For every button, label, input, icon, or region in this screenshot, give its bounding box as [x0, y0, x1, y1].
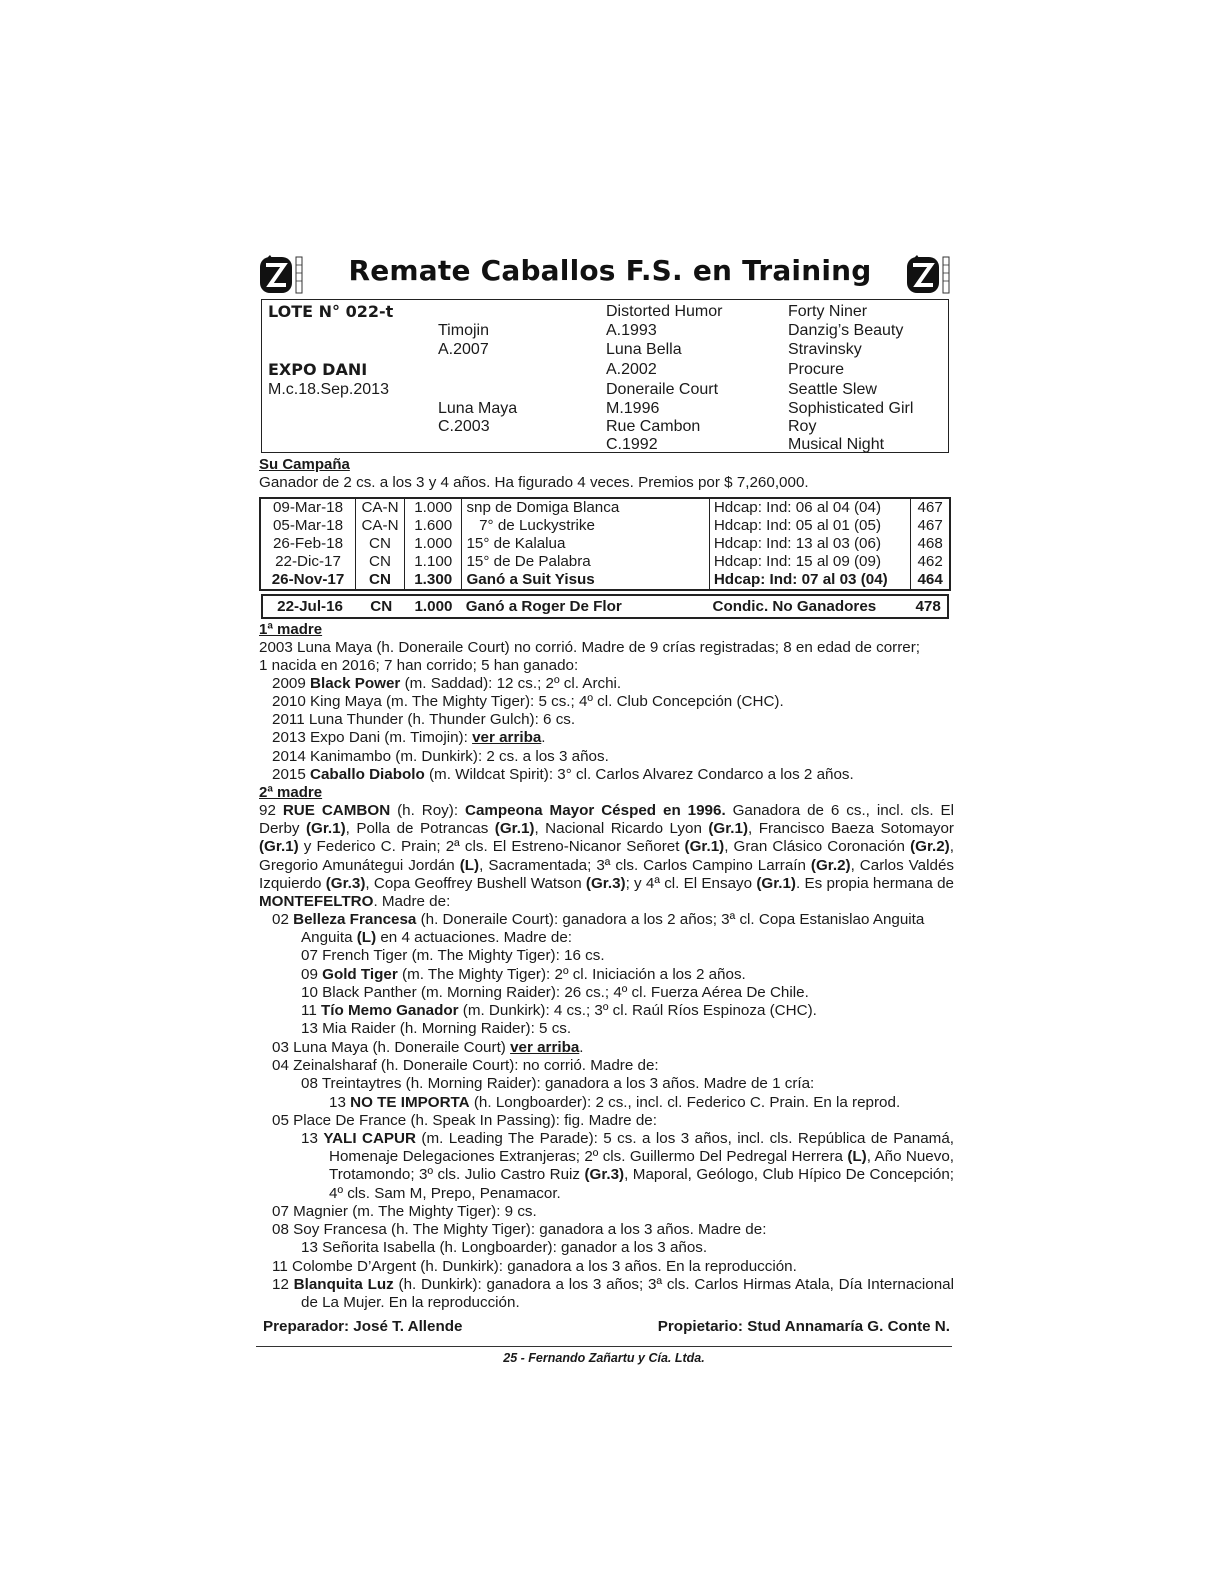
race-distance: 1.100: [405, 553, 462, 571]
race-condition: Hdcap: Ind: 13 al 03 (06): [709, 535, 910, 553]
grandparent-details: M.1996: [606, 400, 660, 417]
great-grandparent: Procure: [788, 361, 845, 378]
sire-name: Timojin: [438, 322, 489, 339]
great-grandparent: Musical Night: [788, 436, 885, 453]
race-result: snp de Domiga Blanca: [462, 498, 709, 517]
list-item: 13 Mia Raider (h. Morning Raider): 5 cs.: [301, 1020, 572, 1037]
first-dam-heading: 1ª madre: [259, 621, 323, 638]
table-row: [260, 517, 950, 535]
divider: [256, 1346, 952, 1347]
race-table: [259, 497, 951, 591]
list-item: 07 French Tiger (m. The Mighty Tiger): 16 cs.: [301, 947, 605, 964]
grandparent-details: A.2002: [606, 361, 657, 378]
first-dam-intro: 2003 Luna Maya (h. Doneraile Court) no corrió. Madre de 9 crías registradas; 8 en edad de correr;: [259, 639, 921, 656]
see-above-link: ver arriba: [510, 1039, 580, 1056]
second-dam-heading: 2ª madre: [259, 784, 323, 801]
grandparent-details: C.1992: [606, 436, 658, 453]
race-date: 22-Jul-16: [277, 598, 343, 615]
great-grandparent: Sophisticated Girl: [788, 400, 914, 417]
first-dam-intro: 1 nacida en 2016; 7 han corrido; 5 han ganado:: [259, 657, 579, 674]
race-condition: Hdcap: Ind: 05 al 01 (05): [709, 517, 910, 535]
race-weight: 462: [911, 553, 950, 571]
race-condition: Hdcap: Ind: 15 al 09 (09): [709, 553, 910, 571]
list-item: Anguita (L) en 4 actuaciones. Madre de:: [301, 929, 573, 946]
race-distance: 1.000: [405, 498, 462, 517]
list-item: 13 NO TE IMPORTA (h. Longboarder): 2 cs., incl. cl. Federico C. Prain. En la reprod.: [329, 1094, 901, 1111]
horse-name: EXPO DANI: [268, 360, 368, 379]
great-grandparent: Forty Niner: [788, 303, 868, 320]
campaign-heading: Su Campaña: [259, 456, 350, 473]
list-item: 08 Soy Francesa (h. The Mighty Tiger): ganadora a los 3 años. Madre de:: [272, 1221, 767, 1238]
list-item: 11 Colombe D’Argent (h. Dunkirk): ganadora a los 3 años. En la reproducción.: [272, 1258, 797, 1275]
race-distance: 1.000: [414, 598, 453, 615]
race-track: CN: [370, 598, 393, 615]
owner: Propietario: Stud Annamaría G. Conte N.: [657, 1318, 950, 1335]
see-above-link: ver arriba: [472, 729, 542, 746]
page-footer: 25 - Fernando Zañartu y Cía. Ltda.: [503, 1351, 705, 1365]
great-grandparent: Seattle Slew: [788, 381, 877, 398]
grandparent: Doneraile Court: [606, 381, 719, 398]
race-date: 09-Mar-18: [260, 498, 356, 517]
race-condition: Condic. No Ganadores: [712, 598, 877, 615]
race-table-debut: [261, 594, 949, 619]
race-result: Ganó a Roger De Flor: [465, 598, 622, 615]
list-item: 09 Gold Tiger (m. The Mighty Tiger): 2º cl. Iniciación a los 2 años.: [301, 966, 746, 983]
dam-name: Luna Maya: [438, 400, 518, 417]
race-track: CN: [356, 535, 405, 553]
race-date: 26-Feb-18: [260, 535, 356, 553]
race-result: 15° de Kalalua: [462, 535, 709, 553]
list-item: 03 Luna Maya (h. Doneraile Court) ver arriba.: [272, 1039, 584, 1056]
race-track: CA-N: [356, 517, 405, 535]
logo-emblem-icon: [905, 253, 953, 297]
race-date: 05-Mar-18: [260, 517, 356, 535]
grandparent: Rue Cambon: [606, 418, 701, 435]
horse-details: M.c.18.Sep.2013: [268, 381, 389, 398]
list-item: 05 Place De France (h. Speak In Passing): fig. Madre de:: [272, 1112, 657, 1129]
campaign-summary: Ganador de 2 cs. a los 3 y 4 años. Ha figurado 4 veces. Premios por $ 7,260,000.: [259, 474, 809, 491]
race-track: CA-N: [356, 498, 405, 517]
race-date: 26-Nov-17: [260, 571, 356, 590]
list-item: 2011 Luna Thunder (h. Thunder Gulch): 6 cs.: [272, 711, 576, 728]
race-weight: 464: [911, 571, 950, 590]
lot-number: LOTE N° 022-t: [268, 302, 394, 321]
list-item: 13 YALI CAPUR (m. Leading The Parade): 5 cs. a los 3 años, incl. cls. República de Panamá, Homenaje Delegaciones Extranjeras; 2º cls. Guillermo Del Pedregal Herrera (L), Año Nuevo, Trotamondo; 3º cls. Julio Castro Ruiz (Gr.3), Maporal, Geólogo, Club Hípico De Concepción; 4º cls. Sam M, Prepo, Penamacor.: [301, 1130, 955, 1202]
trainer: Preparador: José T. Allende: [263, 1318, 463, 1335]
race-condition: Hdcap: Ind: 06 al 04 (04): [709, 498, 910, 517]
list-item: 07 Magnier (m. The Mighty Tiger): 9 cs.: [272, 1203, 537, 1220]
great-grandparent: Danzig’s Beauty: [788, 322, 904, 339]
list-item: 2013 Expo Dani (m. Timojin): ver arriba.: [272, 729, 546, 746]
table-row: [260, 553, 950, 571]
sire-details: A.2007: [438, 341, 489, 358]
page-title: Remate Caballos F.S. en Training: [348, 254, 872, 287]
race-weight: 478: [915, 598, 941, 615]
grandparent: Distorted Humor: [606, 303, 723, 320]
list-item: 2009 Black Power (m. Saddad): 12 cs.; 2º cl. Archi.: [272, 675, 622, 692]
table-row: [260, 535, 950, 553]
race-weight: 467: [911, 517, 950, 535]
list-item: 2014 Kanimambo (m. Dunkirk): 2 cs. a los 3 años.: [272, 748, 609, 765]
second-dam-paragraph: 92 RUE CAMBON (h. Roy): Campeona Mayor Césped en 1996. Ganadora de 6 cs., incl. cls. El Derby (Gr.1), Polla de Potrancas (Gr.1), Nacional Ricardo Lyon (Gr.1), Francisco Baeza Sotomayor (Gr.1) y Federico C. Prain; 2ª cls. El Estreno-Nicanor Señoret (Gr.1), Gran Clásico Coronación (Gr.2), Gregorio Amunátegui Jordán (L), Sacramentada; 3ª cls. Carlos Campino Larraín (Gr.2), Carlos Valdés Izquierdo (Gr.3), Copa Geoffrey Bushell Watson (Gr.3); y 4ª cl. El Ensayo (Gr.1). Es propia hermana de MONTEFELTRO. Madre de:: [259, 802, 954, 911]
grandparent: Luna Bella: [606, 341, 682, 358]
table-row: [260, 498, 950, 517]
race-track: CN: [356, 571, 405, 590]
logo-emblem-icon: [258, 253, 306, 297]
list-item: 10 Black Panther (m. Morning Raider): 26 cs.; 4º cl. Fuerza Aérea De Chile.: [301, 984, 809, 1001]
race-result: 7° de Luckystrike: [462, 517, 709, 535]
table-row: [262, 595, 948, 618]
list-item: 08 Treintaytres (h. Morning Raider): ganadora a los 3 años. Madre de 1 cría:: [301, 1075, 815, 1092]
list-item: 13 Señorita Isabella (h. Longboarder): ganador a los 3 años.: [301, 1239, 708, 1256]
grandparent-details: A.1993: [606, 322, 657, 339]
race-track: CN: [356, 553, 405, 571]
race-result: Ganó a Suit Yisus: [462, 571, 709, 590]
great-grandparent: Stravinsky: [788, 341, 862, 358]
list-item: 04 Zeinalsharaf (h. Doneraile Court): no corrió. Madre de:: [272, 1057, 659, 1074]
list-item: 2010 King Maya (m. The Mighty Tiger): 5 cs.; 4º cl. Club Concepción (CHC).: [272, 693, 784, 710]
race-result: 15° de De Palabra: [462, 553, 709, 571]
race-weight: 468: [911, 535, 950, 553]
list-item: 12 Blanquita Luz (h. Dunkirk): ganadora a los 3 años; 3ª cls. Carlos Hirmas Atala, Día Internacional de La Mujer. En la reproducción.: [272, 1276, 954, 1312]
race-distance: 1.300: [405, 571, 462, 590]
table-row: [260, 571, 950, 590]
list-item: 11 Tío Memo Ganador (m. Dunkirk): 4 cs.; 3º cl. Raúl Ríos Espinoza (CHC).: [301, 1002, 817, 1019]
list-item: 2015 Caballo Diabolo (m. Wildcat Spirit): 3° cl. Carlos Alvarez Condarco a los 2 años.: [272, 766, 854, 783]
race-condition: Hdcap: Ind: 07 al 03 (04): [709, 571, 910, 590]
pedigree-box: [261, 299, 949, 453]
list-item: 02 Belleza Francesa (h. Doneraile Court): ganadora a los 2 años; 3ª cl. Copa Estanislao Anguita: [272, 911, 925, 928]
race-distance: 1.000: [405, 535, 462, 553]
great-grandparent: Roy: [788, 418, 817, 435]
race-distance: 1.600: [405, 517, 462, 535]
dam-details: C.2003: [438, 418, 490, 435]
race-date: 22-Dic-17: [260, 553, 356, 571]
race-weight: 467: [911, 498, 950, 517]
